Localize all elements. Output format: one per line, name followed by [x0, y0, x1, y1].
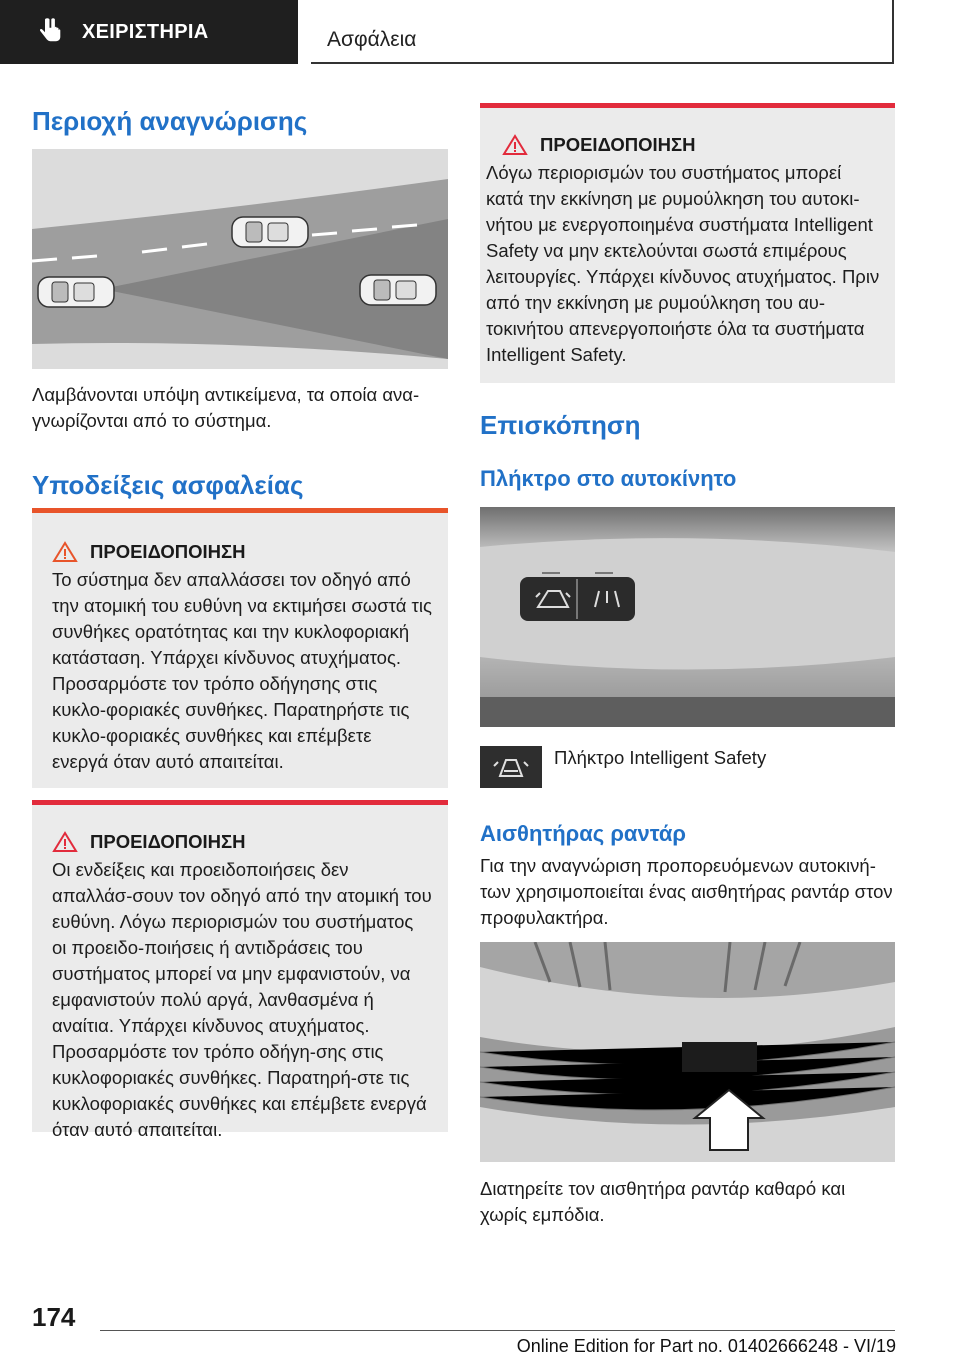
- radar-sensor-text: Για την αναγνώριση προπορευόμενων αυτοκινή-των χρησιμοποιείται ένας αισθητήρας ραντάρ στον προφυλακτήρα.: [480, 855, 893, 928]
- radar-sensor-illustration: [480, 942, 895, 1162]
- warning-triangle-icon: [502, 134, 528, 156]
- detection-area-figure: [32, 149, 448, 369]
- warning-box-1: [32, 508, 448, 788]
- warning-title-text-2: ΠΡΟΕΙΔΟΠΟΙΗΣΗ: [90, 831, 246, 852]
- edition-note: Online Edition for Part no. 01402666248 - VI/19: [516, 1336, 896, 1356]
- section-header: [311, 0, 894, 64]
- page-number: 174: [32, 1302, 76, 1332]
- warning-title-text-1: ΠΡΟΕΙΔΟΠΟΙΗΣΗ: [90, 541, 246, 562]
- radar-sensor-heading: Αισθητήρας ραντάρ: [480, 821, 687, 846]
- warning-triangle-icon: [52, 831, 78, 853]
- warning-box-2: [32, 800, 448, 1140]
- warning-title-2: [52, 831, 432, 853]
- overview-heading: Επισκόπηση: [480, 410, 641, 440]
- radar-sensor-caption: Διατηρείτε τον αισθητήρα ραντάρ καθαρό και χωρίς εμπόδια.: [480, 1178, 846, 1225]
- button-panel-illustration: [480, 507, 895, 727]
- warning-triangle-icon: [52, 541, 78, 563]
- warning-box-3: [480, 103, 895, 383]
- button-caption: Πλήκτρο Intelligent Safety: [554, 747, 767, 768]
- chapter-tab[interactable]: [0, 0, 298, 64]
- warning-text-1: Το σύστημα δεν απαλλάσσει τον οδηγό από την ατομική του ευθύνη να εκτιμήσει σωστά τις συνθήκες ορατότητας και την κυκλοφοριακή κατάσταση. Υπάρχει κίνδυνος ατυχήματος. Προσαρμόστε τον τρόπο οδήγησης στις κυκλο-φοριακές συνθήκες. Παρατηρήστε τις κυκλο-φοριακές συνθήκες και επέμβετε ενεργά όταν αυτό απαιτείται.: [52, 569, 432, 772]
- safety-notes-heading: Υποδείξεις ασφαλείας: [32, 470, 304, 500]
- car-shield-icon: [480, 746, 542, 788]
- warning-title-text-3: ΠΡΟΕΙΔΟΠΟΙΗΣΗ: [540, 134, 696, 155]
- button-panel-figure: [480, 507, 895, 727]
- hand-pointer-icon: [34, 16, 66, 48]
- intelligent-safety-button-icon: [480, 746, 542, 788]
- section-title: Ασφάλεια: [327, 28, 417, 51]
- warning-title-1: [52, 541, 432, 563]
- radar-sensor-figure: [480, 942, 895, 1162]
- detection-area-heading: Περιοχή αναγνώρισης: [32, 106, 308, 136]
- warning-text-3: Λόγω περιορισμών του συστήματος μπορεί κατά την εκκίνηση με ρυμούλκηση του αυτοκι-νήτου με ενεργοποιημένα συστήματα Intelligent Safety να μην εκτελούνται σωστά επιμέρους λειτουργίες. Υπάρχει κίνδυνος ατυχήματος. Πριν από την εκκίνηση με ρυμούλκηση του αυ-τοκινήτου απενεργοποιήστε όλα τα συστήματα Intelligent Safety.: [486, 162, 880, 365]
- chapter-tab-label: ΧΕΙΡΙΣΤΗΡΙΑ: [82, 20, 209, 43]
- warning-title-3: [502, 134, 883, 156]
- warning-text-2: Οι ενδείξεις και προειδοποιήσεις δεν απαλλάσ-σουν τον οδηγό από την ατομική του ευθύνη. Λόγω περιορισμών του συστήματος οι προειδο-ποιήσεις ή αντιδράσεις του συστήματος μπορεί να μην εμφανιστούν, να εμφανιστούν πολύ αργά, λανθασμένα ή αναίτια. Υπάρχει κίνδυνος ατυχήματος. Προσαρμόστε τον τρόπο οδήγη-σης στις κυκλοφοριακές συνθήκες. Παρατηρή-στε τις κυκλοφοριακές συνθήκες και επέμβετε ενεργά όταν αυτό απαιτείται.: [52, 859, 432, 1140]
- detection-area-illustration: [32, 149, 448, 369]
- detection-area-caption: Λαμβάνονται υπόψη αντικείμενα, τα οποία ανα-γνωρίζονται από το σύστημα.: [32, 384, 420, 431]
- button-in-car-heading: Πλήκτρο στο αυτοκίνητο: [480, 466, 737, 491]
- footer-divider: [100, 1330, 895, 1331]
